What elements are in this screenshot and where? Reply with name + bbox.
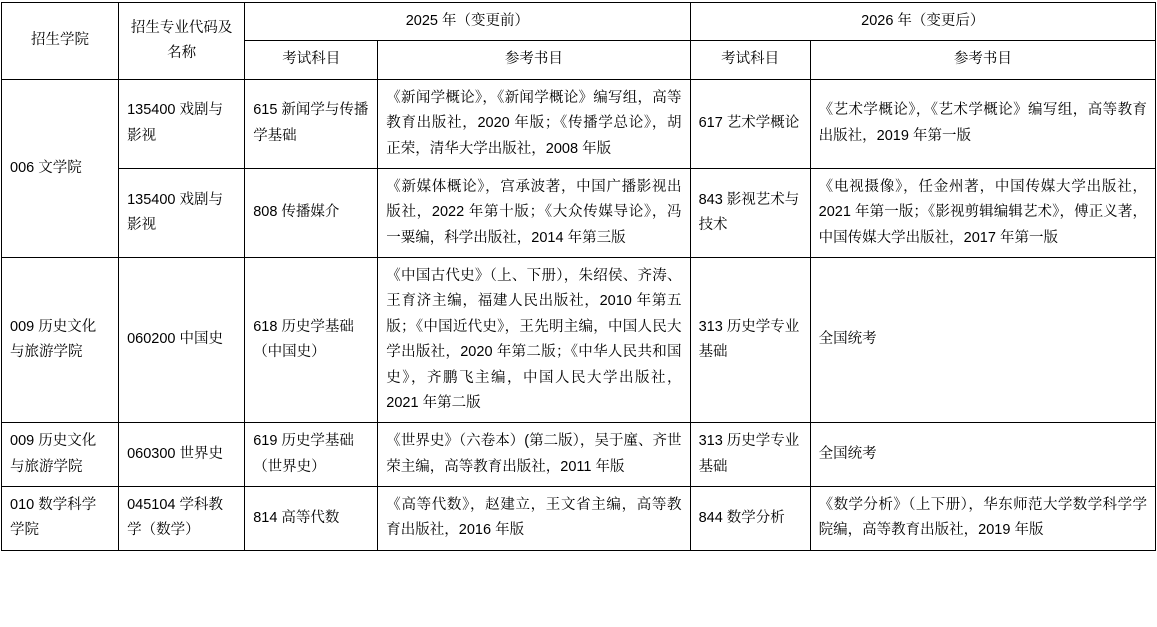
header-subject-2025: 考试科目 [245, 41, 378, 79]
cell-major: 060200 中国史 [119, 258, 245, 423]
cell-major: 060300 世界史 [119, 423, 245, 487]
cell-books-2025: 《新闻学概论》，《新闻学概论》编写组，高等教育出版社，2020 年版；《传播学总论》，胡正荣，清华大学出版社，2008 年版 [378, 79, 690, 168]
header-subject-2026: 考试科目 [690, 41, 810, 79]
table-header [2, 3, 1156, 80]
header-books-2025: 参考书目 [378, 41, 690, 79]
cell-subject-2026: 617 艺术学概论 [690, 79, 810, 168]
table-row [2, 168, 1156, 257]
cell-books-2026: 《电视摄像》，任金州著，中国传媒大学出版社，2021 年第一版；《影视剪辑编辑艺术》，傅正义著，中国传媒大学出版社，2017 年第一版 [810, 168, 1155, 257]
header-major-code-name: 招生专业代码及名称 [119, 3, 245, 80]
cell-books-2025: 《新媒体概论》，宫承波著，中国广播影视出版社，2022 年第十版；《大众传媒导论》，冯一粟编，科学出版社，2014 年第三版 [378, 168, 690, 257]
exam-subject-change-table [1, 2, 1156, 551]
table-row [2, 79, 1156, 168]
cell-books-2025: 《高等代数》，赵建立，王文省主编，高等教育出版社，2016 年版 [378, 487, 690, 551]
cell-subject-2026: 844 数学分析 [690, 487, 810, 551]
cell-books-2025: 《世界史》（六卷本）(第二版），吴于廑、齐世荣主编，高等教育出版社，2011 年版 [378, 423, 690, 487]
table-body [2, 79, 1156, 550]
cell-college: 010 数学科学学院 [2, 487, 119, 551]
cell-subject-2025: 615 新闻学与传播学基础 [245, 79, 378, 168]
cell-college: 009 历史文化与旅游学院 [2, 423, 119, 487]
cell-subject-2025: 808 传播媒介 [245, 168, 378, 257]
cell-books-2026: 全国统考 [810, 258, 1155, 423]
table-row [2, 423, 1156, 487]
cell-subject-2026: 313 历史学专业基础 [690, 423, 810, 487]
cell-subject-2026: 313 历史学专业基础 [690, 258, 810, 423]
cell-major: 135400 戏剧与影视 [119, 79, 245, 168]
header-college: 招生学院 [2, 3, 119, 80]
cell-major: 045104 学科教学（数学） [119, 487, 245, 551]
cell-subject-2025: 619 历史学基础（世界史） [245, 423, 378, 487]
cell-books-2025: 《中国古代史》（上、下册），朱绍侯、齐涛、王育济主编，福建人民出版社，2010 年第五版；《中国近代史》，王先明主编，中国人民大学出版社，2020 年第二版；《中华人民共和国史》，齐鹏飞主编，中国人民大学出版社，2021 年第二版 [378, 258, 690, 423]
table-header-row-1 [2, 3, 1156, 41]
cell-college: 009 历史文化与旅游学院 [2, 258, 119, 423]
cell-college: 006 文学院 [2, 79, 119, 257]
cell-books-2026: 全国统考 [810, 423, 1155, 487]
cell-subject-2025: 618 历史学基础（中国史） [245, 258, 378, 423]
cell-subject-2026: 843 影视艺术与技术 [690, 168, 810, 257]
header-group-2026: 2026 年（变更后） [690, 3, 1155, 41]
header-books-2026: 参考书目 [810, 41, 1155, 79]
cell-books-2026: 《艺术学概论》，《艺术学概论》编写组，高等教育出版社，2019 年第一版 [810, 79, 1155, 168]
cell-subject-2025: 814 高等代数 [245, 487, 378, 551]
cell-books-2026: 《数学分析》（上下册），华东师范大学数学科学学院编，高等教育出版社，2019 年版 [810, 487, 1155, 551]
table-row [2, 258, 1156, 423]
table-row [2, 487, 1156, 551]
cell-major: 135400 戏剧与影视 [119, 168, 245, 257]
header-group-2025: 2025 年（变更前） [245, 3, 690, 41]
